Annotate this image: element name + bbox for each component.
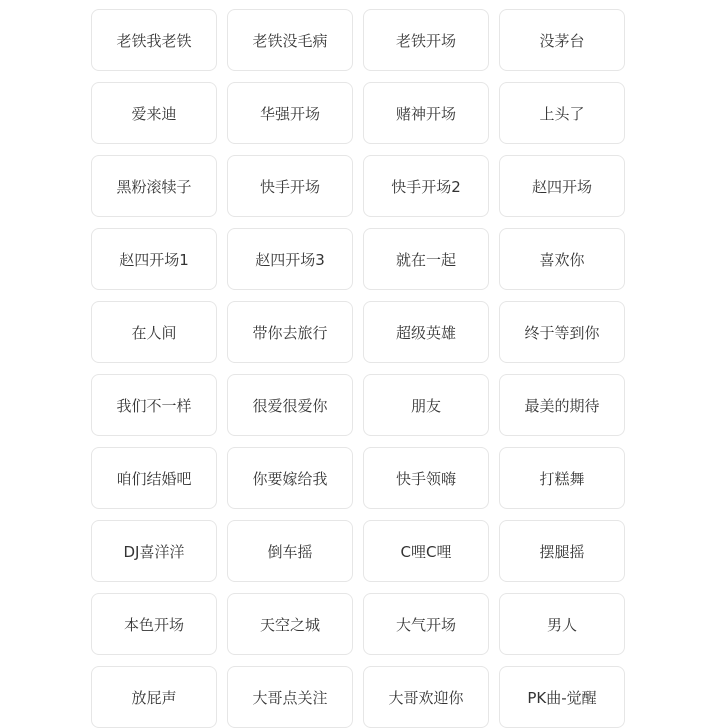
sound-button[interactable]: 我们不一样 <box>91 374 217 436</box>
sound-button[interactable]: 大气开场 <box>363 593 489 655</box>
sound-button[interactable]: 咱们结婚吧 <box>91 447 217 509</box>
sound-button[interactable]: 老铁我老铁 <box>91 9 217 71</box>
sound-button[interactable]: DJ喜洋洋 <box>91 520 217 582</box>
sound-button[interactable]: 大哥欢迎你 <box>363 666 489 728</box>
sound-button[interactable]: 男人 <box>499 593 625 655</box>
sound-button[interactable]: 华强开场 <box>227 82 353 144</box>
sound-button[interactable]: 快手开场 <box>227 155 353 217</box>
sound-button[interactable]: 打糕舞 <box>499 447 625 509</box>
sound-button[interactable]: 摆腿摇 <box>499 520 625 582</box>
sound-button[interactable]: 赌神开场 <box>363 82 489 144</box>
sound-button[interactable]: 终于等到你 <box>499 301 625 363</box>
sound-button[interactable]: 在人间 <box>91 301 217 363</box>
sound-button[interactable]: 赵四开场 <box>499 155 625 217</box>
sound-button[interactable]: 超级英雄 <box>363 301 489 363</box>
sound-button[interactable]: 没茅台 <box>499 9 625 71</box>
sound-button[interactable]: 黑粉滚犊子 <box>91 155 217 217</box>
sound-button-grid <box>91 9 625 728</box>
sound-button[interactable]: 朋友 <box>363 374 489 436</box>
sound-button[interactable]: 赵四开场3 <box>227 228 353 290</box>
sound-button[interactable]: 本色开场 <box>91 593 217 655</box>
sound-button[interactable]: 老铁没毛病 <box>227 9 353 71</box>
sound-button[interactable]: 你要嫁给我 <box>227 447 353 509</box>
sound-button[interactable]: 倒车摇 <box>227 520 353 582</box>
sound-button[interactable]: PK曲-觉醒 <box>499 666 625 728</box>
sound-button[interactable]: C哩C哩 <box>363 520 489 582</box>
sound-button[interactable]: 上头了 <box>499 82 625 144</box>
sound-button[interactable]: 快手开场2 <box>363 155 489 217</box>
sound-button[interactable]: 大哥点关注 <box>227 666 353 728</box>
sound-button[interactable]: 最美的期待 <box>499 374 625 436</box>
sound-button[interactable]: 快手领嗨 <box>363 447 489 509</box>
sound-button[interactable]: 喜欢你 <box>499 228 625 290</box>
sound-button[interactable]: 老铁开场 <box>363 9 489 71</box>
sound-button[interactable]: 很爱很爱你 <box>227 374 353 436</box>
sound-button[interactable]: 带你去旅行 <box>227 301 353 363</box>
sound-button[interactable]: 爱来迪 <box>91 82 217 144</box>
sound-button[interactable]: 赵四开场1 <box>91 228 217 290</box>
sound-button[interactable]: 天空之城 <box>227 593 353 655</box>
sound-button[interactable]: 放屁声 <box>91 666 217 728</box>
sound-button[interactable]: 就在一起 <box>363 228 489 290</box>
